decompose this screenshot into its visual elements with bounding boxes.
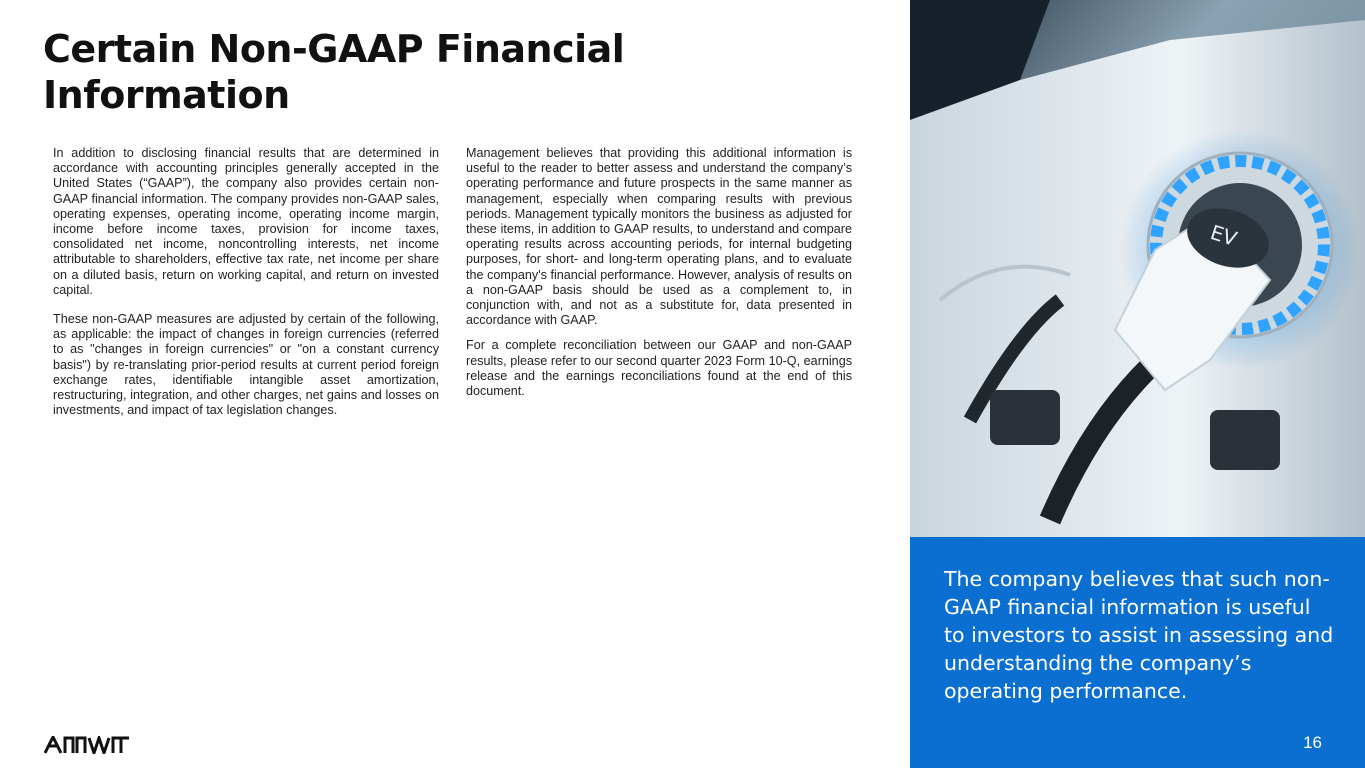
paragraph-management-view: Management believes that providing this additional information is useful to the reader to better assess and understand the company’s operating performance and future prospects in the same manner as management, especially when comparing results with previous periods. Management typically monitors the business as adjusted for these items, in addition to GAAP results, to understand and compare operating results across accounting periods, for internal budgeting purposes, for short- and long-term operating plans, and to evaluate the company's financial performance. However, analysis of results on a non-GAAP basis should be used as a complement to, in conjunction with, and not as a substitute for, data presented in accordance with GAAP. xyxy=(466,146,852,328)
paragraph-reconciliation: For a complete reconciliation between our GAAP and non-GAAP results, please refer to our second quarter 2023 Form 10-Q, earnings release and the earnings reconciliations found at the end of this document. xyxy=(466,338,852,399)
ev-charging-photo xyxy=(910,0,1365,537)
plug-label: EV xyxy=(1207,220,1240,252)
left-text-column xyxy=(53,146,439,418)
page-number: 16 xyxy=(1303,733,1322,752)
arrow-logo xyxy=(44,736,130,754)
paragraph-gaap-disclosure: In addition to disclosing financial results that are determined in accordance with accounting principles generally accepted in the United States (“GAAP”), the company also provides certain non-GAAP financial information. The company provides non-GAAP sales, operating expenses, operating income, operating income margin, income before income taxes, provision for income taxes, consolidated net income, noncontrolling interests, net income attributable to shareholders, effective tax rate, net income per share on a diluted basis, return on working capital, and return on invested capital. xyxy=(53,146,439,297)
slide-title: Certain Non-GAAP Financial Information xyxy=(43,27,625,117)
callout-text: The company believes that such non-GAAP financial information is useful to investors to assist in assessing and understanding the company’s operating performance. xyxy=(944,567,1334,703)
right-text-column xyxy=(466,146,852,399)
callout-panel xyxy=(910,537,1365,768)
paragraph-adjustments: These non-GAAP measures are adjusted by certain of the following, as applicable: the impact of changes in foreign currencies (referred to as "changes in foreign currencies" or "on a constant currency basis") by re-translating prior-period results at current period foreign exchange rates, identifiable intangible asset amortization, restructuring, integration, and other charges, net gains and losses on investments, and impact of tax legislation changes. xyxy=(53,312,439,418)
